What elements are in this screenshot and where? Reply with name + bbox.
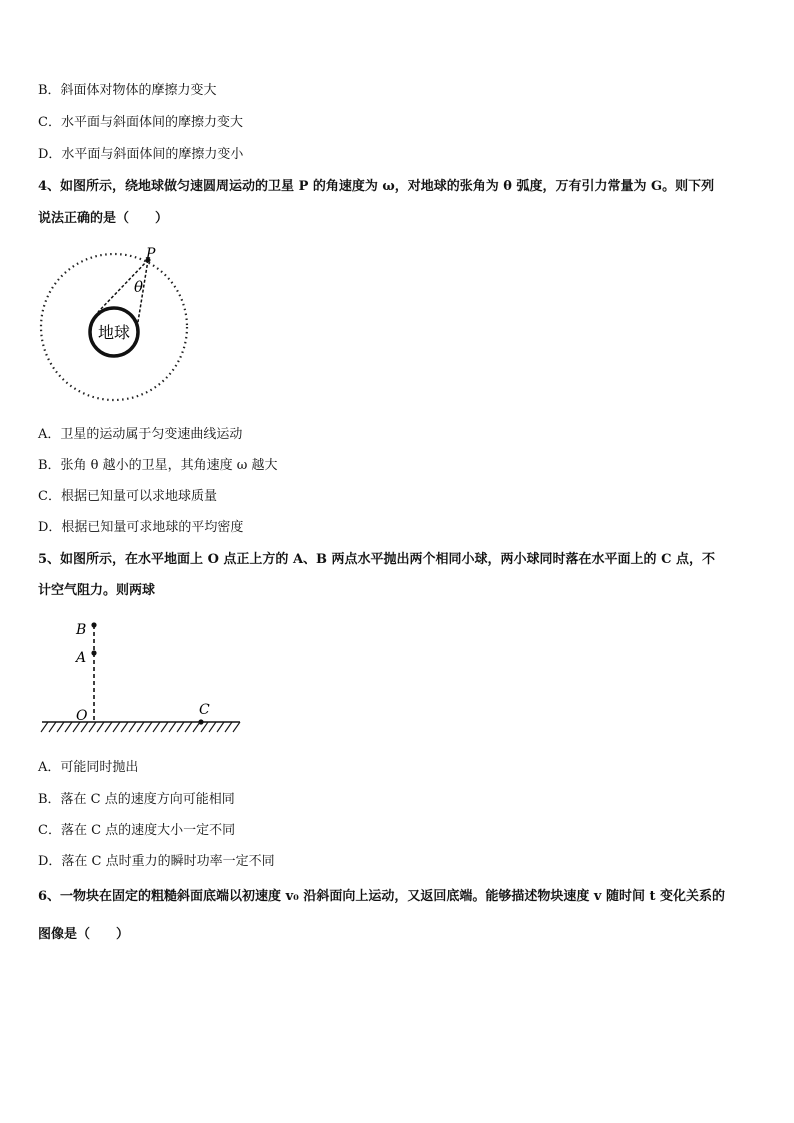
q6-stem-line2: 图像是（ ） (38, 927, 130, 942)
label-a: A (76, 650, 87, 666)
label-b: B (76, 622, 87, 638)
q3-option-b: B．斜面体对物体的摩擦力变大 (38, 83, 217, 98)
angle-label: θ (134, 278, 144, 296)
point-a (91, 650, 96, 655)
q5-option-d: D．落在 C 点时重力的瞬时功率一定不同 (38, 854, 275, 869)
ground-hatching (41, 722, 240, 732)
satellite-orbit-figure (30, 240, 200, 410)
satellite-label: P (146, 246, 156, 262)
q4-option-d: D．根据已知量可求地球的平均密度 (38, 520, 244, 535)
label-c: C (199, 702, 210, 718)
q5-option-b: B．落在 C 点的速度方向可能相同 (38, 792, 235, 807)
q5-option-a: A．可能同时抛出 (38, 760, 139, 775)
point-b (91, 622, 96, 627)
q5-stem-line1: 5、如图所示，在水平地面上 O 点正上方的 A、B 两点水平抛出两个相同小球，两小球同时落在水平面上的 C 点，不 (38, 552, 715, 567)
q4-stem-line2: 说法正确的是（ ） (38, 211, 169, 226)
label-o: O (76, 708, 88, 724)
q4-option-b: B．张角 θ 越小的卫星，其角速度 ω 越大 (38, 458, 278, 473)
q6-stem-line1: 6、一物块在固定的粗糙斜面底端以初速度 v₀ 沿斜面向上运动，又返回底端。能够描述物块速度 v 随时间 t 变化关系的 (38, 889, 726, 904)
q5-option-c: C．落在 C 点的速度大小一定不同 (38, 823, 236, 838)
q3-option-c: C．水平面与斜面体间的摩擦力变大 (38, 115, 243, 130)
q4-option-a: A．卫星的运动属于匀变速曲线运动 (38, 427, 243, 442)
projectile-figure (34, 612, 249, 742)
q4-stem-line1: 4、如图所示，绕地球做匀速圆周运动的卫星 P 的角速度为 ω，对地球的张角为 θ 弧度，万有引力常量为 G。则下列 (38, 179, 715, 194)
q3-option-d: D．水平面与斜面体间的摩擦力变小 (38, 147, 244, 162)
q5-stem-line2: 计空气阻力。则两球 (38, 583, 156, 598)
earth-label: 地球 (97, 323, 131, 342)
q4-option-c: C．根据已知量可以求地球质量 (38, 489, 217, 504)
